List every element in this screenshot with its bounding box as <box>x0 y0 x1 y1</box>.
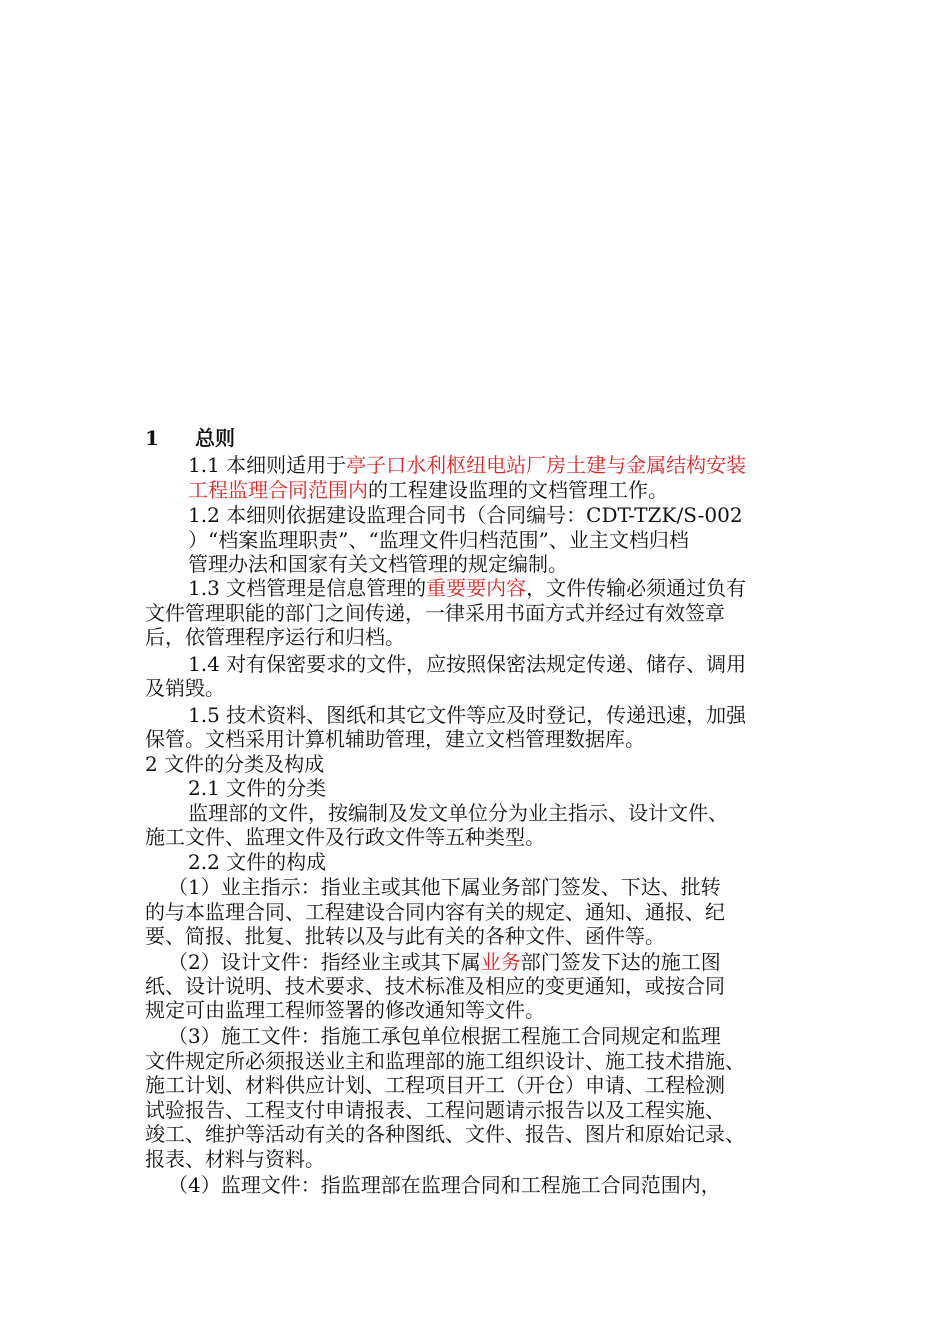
paragraph-line: 试验报告、工程支付申请报表、工程问题请示报告以及工程实施、 <box>145 1098 725 1122</box>
section-heading-2: 2 文件的分类及构成 <box>145 752 325 776</box>
paragraph-line: 1.5 技术资料、图纸和其它文件等应及时登记，传递迅速，加强 <box>188 703 747 727</box>
paragraph-line: 文件管理职能的部门之间传递，一律采用书面方式并经过有效签章 <box>145 601 725 625</box>
paragraph-line: 工程监理合同范围内的工程建设监理的文档管理工作。 <box>188 478 668 502</box>
paragraph-line: 的与本监理合同、工程建设合同内容有关的规定、通知、通报、纪 <box>145 900 725 924</box>
paragraph-line: 后，依管理程序运行和归档。 <box>145 625 405 649</box>
paragraph-line: 1.1 本细则适用于亭子口水利枢纽电站厂房土建与金属结构安装 <box>188 453 747 477</box>
highlighted-text: 亭子口水利枢纽电站厂房土建与金属结构安装 <box>346 453 747 477</box>
paragraph-line: 文件规定所必须报送业主和监理部的施工组织设计、施工技术措施、 <box>145 1049 745 1073</box>
paragraph-line: 报表、材料与资料。 <box>145 1147 325 1171</box>
highlighted-text: 工程监理合同范围内 <box>188 478 368 502</box>
paragraph-line: 规定可由监理工程师签署的修改通知等文件。 <box>145 998 545 1022</box>
paragraph-line: 纸、设计说明、技术要求、技术标准及相应的变更通知，或按合同 <box>145 974 725 998</box>
paragraph-line: 1.4 对有保密要求的文件，应按照保密法规定传递、储存、调用 <box>188 652 747 676</box>
paragraph-line: 保管。文档采用计算机辅助管理，建立文档管理数据库。 <box>145 727 645 751</box>
subsection-heading: 2.1 文件的分类 <box>188 776 327 800</box>
paragraph-line: 竣工、维护等活动有关的各种图纸、文件、报告、图片和原始记录、 <box>145 1122 745 1146</box>
highlighted-text: 重要要内容 <box>426 576 527 600</box>
section-heading-1 <box>145 426 815 450</box>
paragraph-line: （2）设计文件：指经业主或其下属业务部门签发下达的施工图 <box>168 950 721 974</box>
paragraph-line: 施工计划、材料供应计划、工程项目开工（开仓）申请、工程检测 <box>145 1073 725 1097</box>
section-title: 总则 <box>195 426 235 450</box>
paragraph-line: （3）施工文件：指施工承包单位根据工程施工合同规定和监理 <box>168 1024 721 1048</box>
highlighted-text: 业务 <box>480 950 521 974</box>
paragraph-line: 1.3 文档管理是信息管理的重要要内容，文件传输必须通过负有 <box>188 576 747 600</box>
paragraph-line: 1.2 本细则依据建设监理合同书（合同编号：CDT-TZK/S-002 <box>188 503 743 527</box>
paragraph-line: 监理部的文件，按编制及发文单位分为业主指示、设计文件、 <box>188 801 728 825</box>
paragraph-line: 管理办法和国家有关文档管理的规定编制。 <box>188 552 568 576</box>
paragraph-line: ）“档案监理职责”、“监理文件归档范围”、业主文档归档 <box>188 528 689 552</box>
paragraph-line: （4）监理文件：指监理部在监理合同和工程施工合同范围内， <box>168 1173 721 1197</box>
paragraph-line: 及销毁。 <box>145 676 225 700</box>
subsection-heading: 2.2 文件的构成 <box>188 850 327 874</box>
paragraph-line: 施工文件、监理文件及行政文件等五种类型。 <box>145 825 545 849</box>
paragraph-line: 要、简报、批复、批转以及与此有关的各种文件、函件等。 <box>145 924 665 948</box>
paragraph-line: （1）业主指示：指业主或其他下属业务部门签发、下达、批转 <box>168 875 721 899</box>
section-number: 1 <box>145 426 159 450</box>
